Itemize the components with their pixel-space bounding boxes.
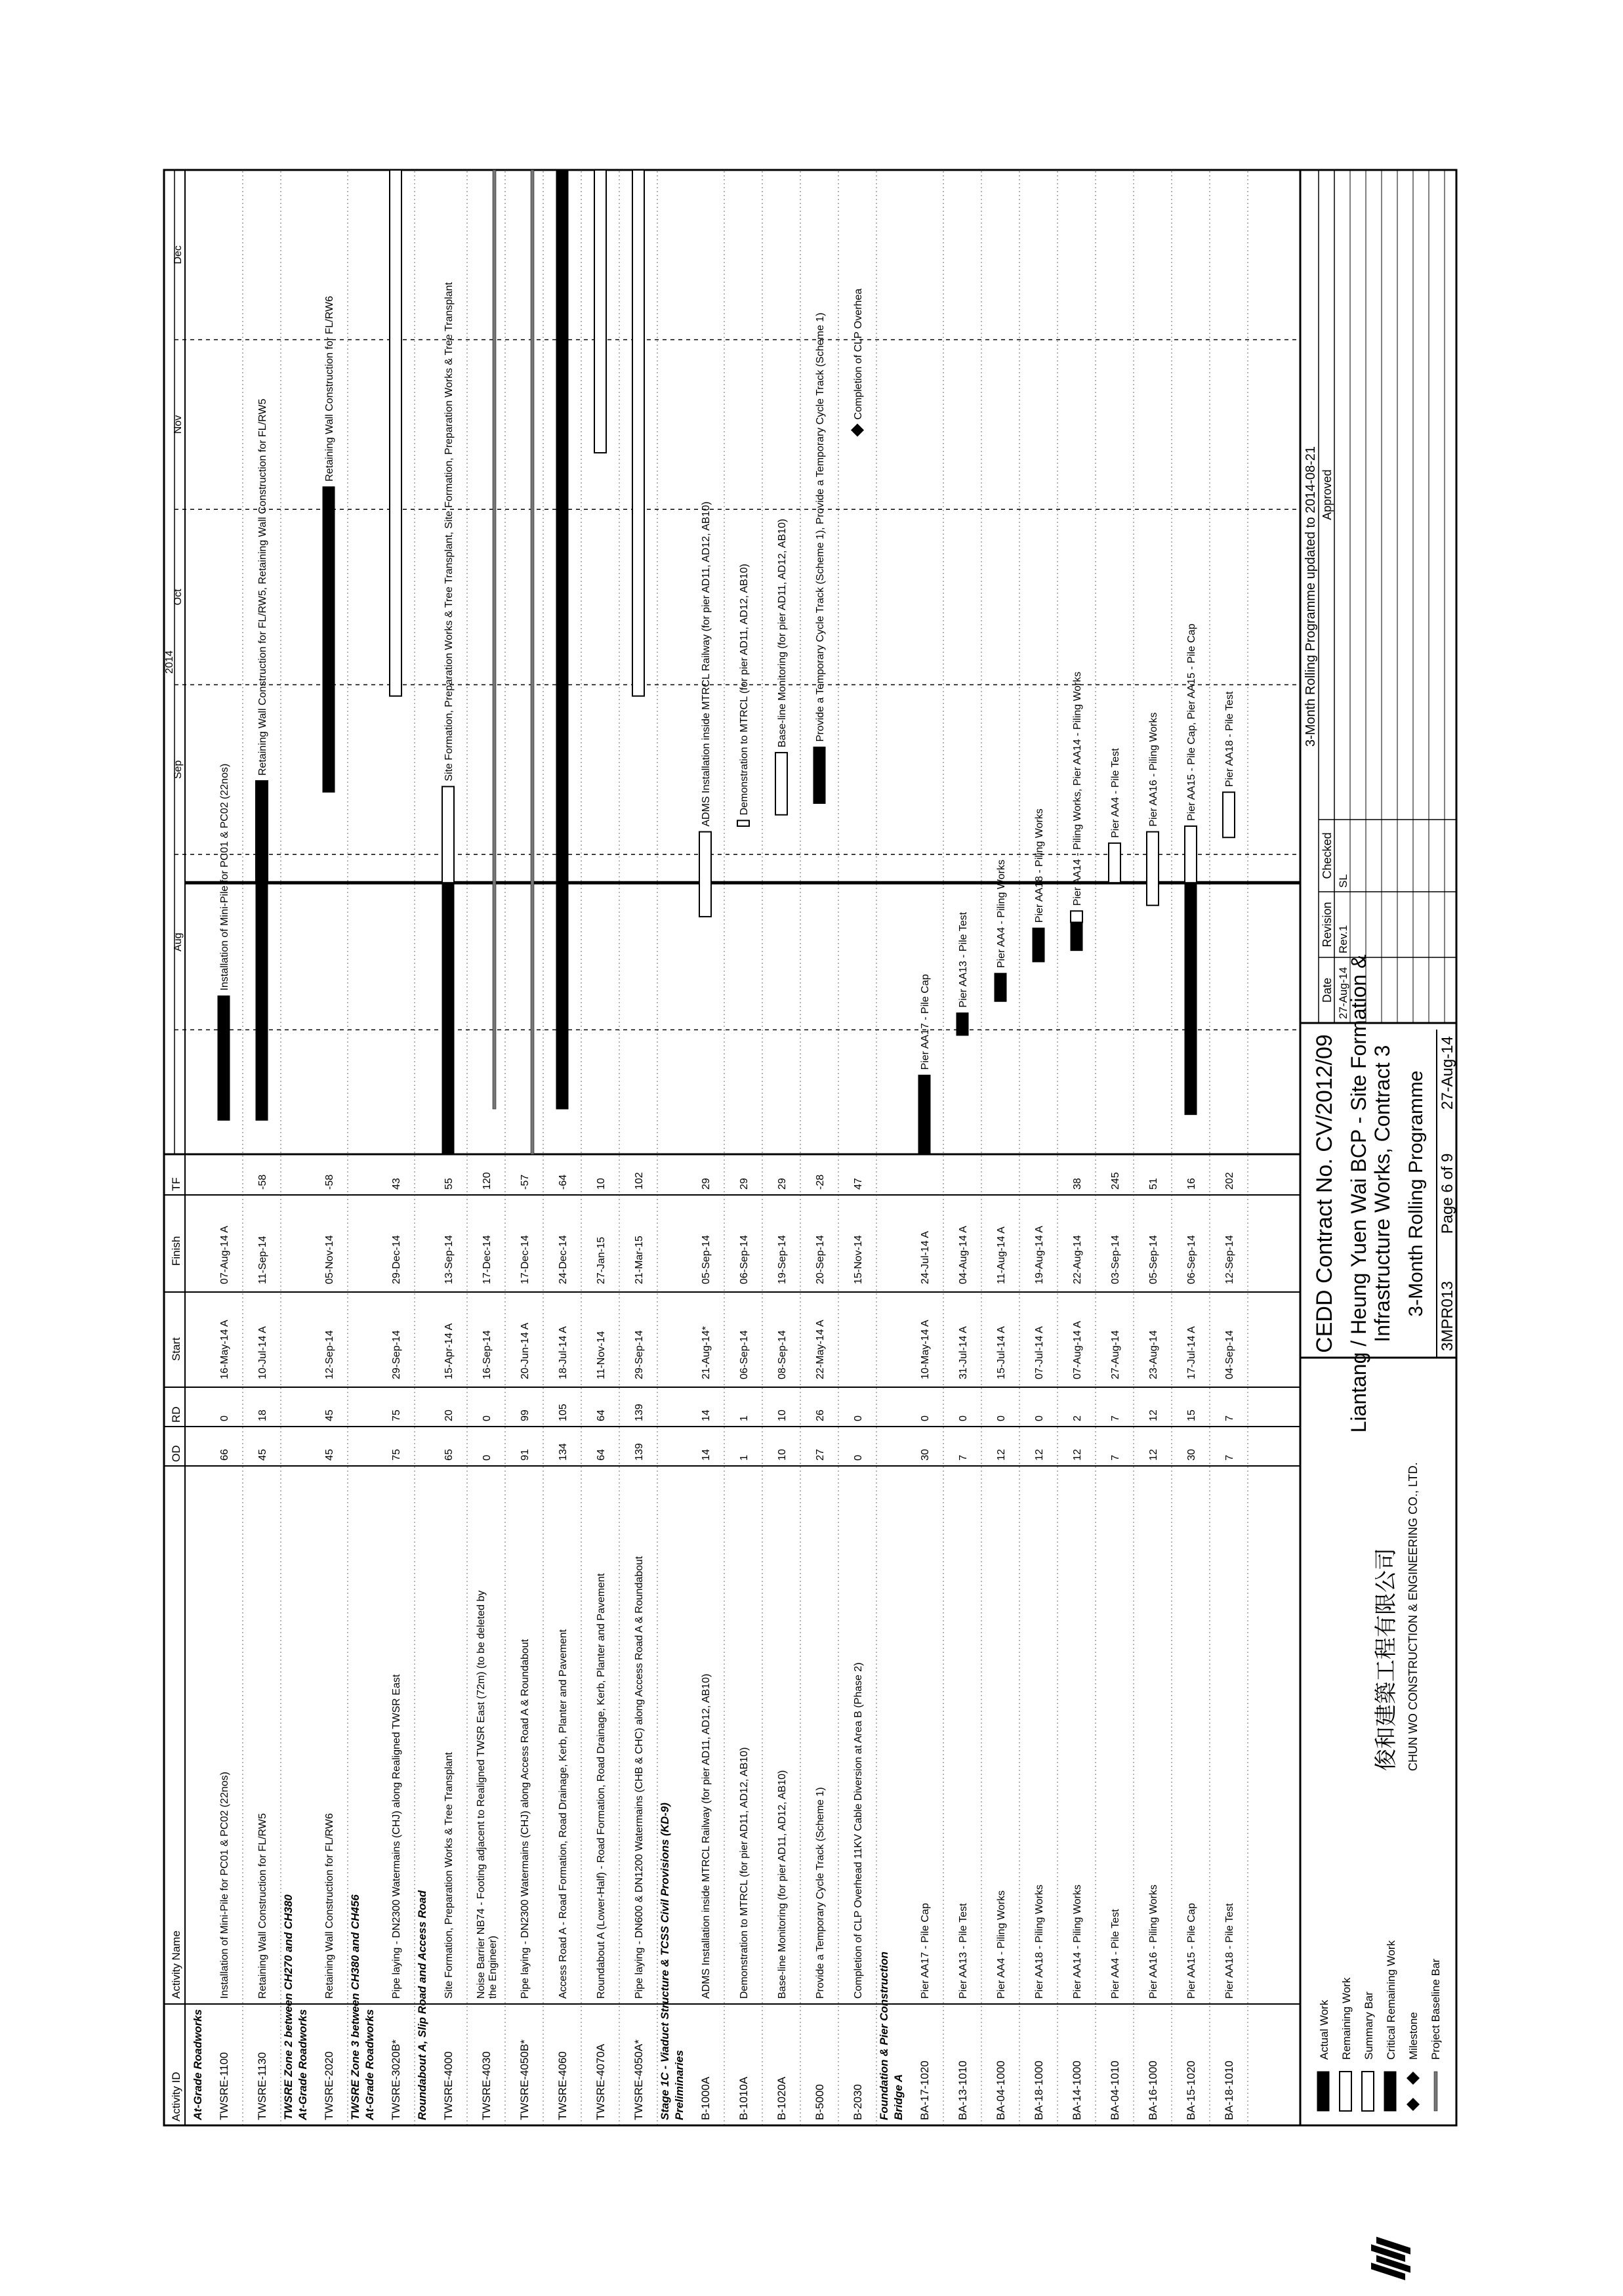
bar-label: Demonstration to MTRCL (for pier AD11, AD12, AB10) bbox=[739, 564, 750, 816]
remaining-duration: 12 bbox=[1148, 1409, 1159, 1421]
original-duration: 66 bbox=[219, 1449, 230, 1461]
legend-label: Critical Remaining Work bbox=[1385, 1940, 1397, 2060]
finish-date: 07-Aug-14 A bbox=[219, 1226, 230, 1284]
revision-cell: 27-Aug-14 bbox=[1337, 967, 1349, 1019]
start-date: 10-Jul-14 A bbox=[257, 1326, 268, 1379]
total-float: 55 bbox=[443, 1178, 455, 1190]
total-float: 29 bbox=[739, 1178, 750, 1190]
outer-frame bbox=[164, 170, 1456, 2125]
original-duration: 30 bbox=[1186, 1449, 1197, 1461]
revision-column-header: Revision bbox=[1321, 902, 1334, 948]
bar-label: Site Formation, Preparation Works & Tree Transplant, Site Formation, Preparation Works & Tree Transplant bbox=[443, 282, 455, 782]
month-label: Aug bbox=[173, 932, 184, 951]
contract-number: CEDD Contract No. CV/2012/09 bbox=[1312, 1034, 1337, 1353]
activity-id: TWSRE-4060 bbox=[556, 2051, 569, 2120]
legend-label: Summary Bar bbox=[1363, 1992, 1375, 2060]
column-header: OD bbox=[170, 1445, 182, 1462]
total-float: -28 bbox=[815, 1174, 826, 1190]
original-duration: 7 bbox=[958, 1455, 969, 1461]
activity-id: TWSRE-4050B* bbox=[518, 2039, 531, 2120]
remaining-duration: 2 bbox=[1072, 1415, 1083, 1421]
group-heading: Preliminaries bbox=[673, 2050, 686, 2120]
original-duration: 30 bbox=[920, 1449, 931, 1461]
finish-date: 21-Mar-15 bbox=[634, 1236, 645, 1284]
revision-column-header: Date bbox=[1321, 977, 1334, 1003]
start-date: 08-Sep-14 bbox=[777, 1330, 788, 1379]
finish-date: 20-Sep-14 bbox=[815, 1235, 826, 1284]
programme-code: 3MPR013 bbox=[1439, 1281, 1456, 1351]
activity-id: TWSRE-1130 bbox=[256, 2052, 268, 2120]
remaining-work-bar bbox=[1071, 911, 1082, 922]
start-date: 21-Aug-14* bbox=[701, 1326, 712, 1379]
finish-date: 03-Sep-14 bbox=[1110, 1235, 1121, 1284]
activity-id: B-1010A bbox=[737, 2076, 750, 2120]
start-date: 27-Aug-14 bbox=[1110, 1330, 1121, 1379]
project-title-line1: Liantang / Heung Yuen Wai BCP - Site Formation & bbox=[1347, 954, 1370, 1433]
month-label: Nov bbox=[173, 415, 184, 434]
month-label: Dec bbox=[173, 245, 184, 264]
remaining-work-bar bbox=[390, 170, 401, 696]
finish-date: 19-Aug-14 A bbox=[1034, 1226, 1045, 1284]
activity-id: BA-16-1000 bbox=[1147, 2060, 1159, 2120]
finish-date: 19-Sep-14 bbox=[777, 1235, 788, 1284]
start-date: 31-Jul-14 A bbox=[958, 1326, 969, 1379]
remaining-work-bar bbox=[699, 832, 711, 917]
activity-name: Site Formation, Preparation Works & Tree Transplant bbox=[443, 1752, 455, 1999]
total-float: 245 bbox=[1110, 1172, 1121, 1190]
activity-name: Completion of CLP Overhead 11KV Cable Diversion at Area B (Phase 2) bbox=[853, 1662, 864, 1999]
programme-date: 27-Aug-14 bbox=[1439, 1036, 1456, 1110]
remaining-duration: 20 bbox=[443, 1409, 455, 1421]
finish-date: 15-Nov-14 bbox=[853, 1235, 864, 1284]
start-date: 18-Jul-14 A bbox=[558, 1326, 569, 1379]
start-date: 29-Sep-14 bbox=[634, 1330, 645, 1379]
finish-date: 17-Dec-14 bbox=[482, 1235, 493, 1284]
year-label: 2014 bbox=[164, 650, 175, 674]
remaining-work-bar bbox=[1109, 843, 1120, 883]
actual-work-bar bbox=[995, 973, 1006, 1001]
original-duration: 75 bbox=[391, 1449, 402, 1461]
remaining-duration: 0 bbox=[853, 1415, 864, 1421]
activity-id: BA-18-1010 bbox=[1223, 2060, 1235, 2120]
month-label: Sep bbox=[173, 760, 184, 780]
activity-id: BA-18-1000 bbox=[1033, 2060, 1045, 2120]
bar-label: Pier AA4 - Piling Works bbox=[996, 860, 1007, 969]
start-date: 07-Jul-14 A bbox=[1034, 1326, 1045, 1379]
page-number: Page 6 of 9 bbox=[1439, 1153, 1456, 1234]
group-heading: At-Grade Roadworks bbox=[363, 2009, 376, 2120]
original-duration: 1 bbox=[739, 1455, 750, 1461]
total-float: 120 bbox=[482, 1172, 493, 1190]
actual-work-bar bbox=[956, 1012, 968, 1035]
original-duration: 0 bbox=[482, 1455, 493, 1461]
legend-actual-swatch bbox=[1317, 2072, 1329, 2111]
start-date: 06-Sep-14 bbox=[739, 1330, 750, 1379]
activity-id: BA-15-1020 bbox=[1185, 2060, 1197, 2120]
activity-name: Pipe laying - DN2300 Watermains (CHJ) along Realigned TWSR East bbox=[391, 1674, 402, 1999]
legend-milestone-diamond bbox=[1407, 2098, 1420, 2111]
activity-name: Pier AA15 - Pile Cap bbox=[1186, 1903, 1197, 1999]
finish-date: 11-Sep-14 bbox=[257, 1236, 268, 1284]
activity-id: B-2030 bbox=[852, 2084, 864, 2120]
actual-work-bar bbox=[1185, 883, 1197, 1114]
original-duration: 10 bbox=[777, 1449, 788, 1461]
activity-id: TWSRE-4050A* bbox=[632, 2039, 645, 2120]
remaining-duration: 14 bbox=[701, 1409, 712, 1421]
critical-remaining-bar bbox=[323, 487, 335, 793]
activity-id: BA-04-1000 bbox=[995, 2060, 1007, 2120]
activity-id: BA-17-1020 bbox=[918, 2060, 931, 2120]
remaining-work-bar bbox=[442, 787, 454, 883]
total-float: -57 bbox=[520, 1174, 531, 1190]
column-header: TF bbox=[170, 1177, 182, 1191]
total-float: 47 bbox=[853, 1178, 864, 1190]
revision-column-header: Approved bbox=[1321, 469, 1334, 520]
activity-id: TWSRE-3020B* bbox=[390, 2039, 402, 2120]
finish-date: 27-Jan-15 bbox=[596, 1236, 607, 1284]
total-float: 29 bbox=[777, 1178, 788, 1190]
remaining-work-bar bbox=[1147, 832, 1159, 906]
finish-date: 22-Aug-14 bbox=[1072, 1235, 1083, 1284]
activity-id: BA-14-1000 bbox=[1071, 2060, 1083, 2120]
baseline-bar bbox=[531, 170, 534, 1154]
activity-name: Pier AA4 - Piling Works bbox=[996, 1890, 1007, 1999]
group-heading: TWSRE Zone 2 between CH270 and CH380 bbox=[282, 1894, 295, 2120]
bar-label: Pier AA14 - Piling Works, Pier AA14 - Piling Works bbox=[1072, 671, 1083, 906]
activity-name: Installation of Mini-Pile for PC01 & PC02 (22nos) bbox=[219, 1772, 230, 1999]
legend-label: Remaining Work bbox=[1340, 1977, 1353, 2060]
activity-name: Pier AA17 - Pile Cap bbox=[920, 1903, 931, 1999]
start-date: 16-May-14 A bbox=[219, 1320, 230, 1379]
actual-work-bar bbox=[256, 883, 268, 1120]
activity-name: Pier AA14 - Piling Works bbox=[1072, 1885, 1083, 1999]
legend-milestone-diamond bbox=[1407, 2072, 1420, 2085]
start-date: 15-Jul-14 A bbox=[996, 1326, 1007, 1379]
finish-date: 29-Dec-14 bbox=[391, 1235, 402, 1284]
original-duration: 12 bbox=[1148, 1449, 1159, 1461]
start-date: 11-Nov-14 bbox=[596, 1331, 607, 1379]
group-heading: Roundabout A, Slip Road and Access Road bbox=[416, 1890, 428, 2120]
legend-label: Project Baseline Bar bbox=[1429, 1958, 1442, 2060]
bar-label: Pier AA18 - Piling Works bbox=[1034, 808, 1045, 923]
finish-date: 06-Sep-14 bbox=[1186, 1235, 1197, 1284]
finish-date: 06-Sep-14 bbox=[739, 1235, 750, 1284]
activity-name: Retaining Wall Construction for FL/RW5 bbox=[257, 1813, 268, 1999]
finish-date: 05-Sep-14 bbox=[701, 1235, 712, 1284]
start-date: 04-Sep-14 bbox=[1224, 1330, 1235, 1379]
total-float: 202 bbox=[1224, 1172, 1235, 1190]
group-heading: TWSRE Zone 3 between CH380 and CH456 bbox=[349, 1894, 361, 2120]
company-name-en: CHUN WO CONSTRUCTION & ENGINEERING CO., LTD. bbox=[1407, 1462, 1420, 1771]
actual-work-bar bbox=[1033, 928, 1044, 962]
start-date: 22-May-14 A bbox=[815, 1320, 826, 1379]
start-date: 20-Jun-14 A bbox=[520, 1322, 531, 1379]
activity-id: B-5000 bbox=[813, 2084, 826, 2120]
programme-title: 3-Month Rolling Programme bbox=[1405, 1070, 1427, 1317]
remaining-work-bar bbox=[737, 820, 749, 826]
activity-name: ADMS Installation inside MTRCL Railway (for pier AD11, AD12, AB10) bbox=[701, 1673, 712, 1999]
column-header: RD bbox=[170, 1406, 182, 1423]
bar-label: Retaining Wall Construction for FL/RW6 bbox=[324, 295, 335, 482]
original-duration: 27 bbox=[815, 1449, 826, 1461]
revision-cell: SL bbox=[1337, 874, 1349, 888]
column-header: Finish bbox=[170, 1236, 182, 1266]
remaining-duration: 26 bbox=[815, 1409, 826, 1421]
total-float: 43 bbox=[391, 1178, 402, 1190]
bar-label: Pier AA18 - Pile Test bbox=[1224, 691, 1235, 787]
project-title-line2: Infrastructure Works, Contract 3 bbox=[1370, 1045, 1394, 1343]
remaining-work-bar bbox=[1185, 826, 1197, 883]
finish-date: 24-Dec-14 bbox=[558, 1235, 569, 1284]
total-float: -58 bbox=[257, 1174, 268, 1190]
activity-id: BA-04-1010 bbox=[1109, 2060, 1121, 2120]
legend-summary-swatch bbox=[1362, 2072, 1374, 2111]
activity-name: Pier AA4 - Pile Test bbox=[1110, 1909, 1121, 1999]
remaining-duration: 99 bbox=[520, 1409, 531, 1421]
start-date: 16-Sep-14 bbox=[482, 1330, 493, 1379]
critical-remaining-bar bbox=[813, 747, 825, 803]
original-duration: 12 bbox=[996, 1449, 1007, 1461]
group-heading: Bridge A bbox=[892, 2074, 905, 2120]
original-duration: 0 bbox=[853, 1455, 864, 1461]
activity-name: Base-line Monitoring (for pier AD11, AD12, AB10) bbox=[777, 1770, 788, 1999]
original-duration: 7 bbox=[1110, 1455, 1121, 1461]
critical-remaining-bar bbox=[556, 170, 568, 1109]
remaining-work-bar bbox=[632, 170, 644, 696]
bar-label: ADMS Installation inside MTRCL Railway (for pier AD11, AD12, AB10) bbox=[701, 501, 712, 827]
bar-label: Pier AA15 - Pile Cap, Pier AA15 - Pile Cap bbox=[1186, 623, 1197, 821]
actual-work-bar bbox=[218, 996, 230, 1121]
remaining-duration: 0 bbox=[482, 1415, 493, 1421]
activity-id: TWSRE-4000 bbox=[442, 2051, 455, 2120]
total-float: 10 bbox=[596, 1178, 607, 1190]
total-float: 38 bbox=[1072, 1178, 1083, 1190]
remaining-duration: 64 bbox=[596, 1409, 607, 1421]
revision-column-header: Checked bbox=[1321, 832, 1334, 879]
group-heading: At-Grade Roadworks bbox=[192, 2009, 204, 2120]
activity-name: Retaining Wall Construction for FL/RW6 bbox=[324, 1813, 335, 1999]
remaining-duration: 0 bbox=[1034, 1415, 1045, 1421]
original-duration: 14 bbox=[701, 1449, 712, 1461]
bar-label: Pier AA16 - Piling Works bbox=[1148, 712, 1159, 827]
legend-baseline-swatch bbox=[1434, 2072, 1437, 2111]
activity-name: Pier AA13 - Pile Test bbox=[958, 1903, 969, 1999]
legend-critical-swatch bbox=[1384, 2072, 1396, 2111]
remaining-work-bar bbox=[594, 170, 606, 453]
revision-heading: 3-Month Rolling Programme updated to 2014-08-21 bbox=[1304, 446, 1318, 747]
start-date: 07-Aug-14 A bbox=[1072, 1321, 1083, 1379]
remaining-duration: 7 bbox=[1110, 1415, 1121, 1421]
start-date: 17-Jul-14 A bbox=[1186, 1326, 1197, 1379]
actual-work-bar bbox=[918, 1075, 930, 1154]
legend-label: Milestone bbox=[1407, 2012, 1420, 2060]
actual-work-bar bbox=[1071, 923, 1082, 951]
total-float: 102 bbox=[634, 1172, 645, 1190]
activity-id: TWSRE-2020 bbox=[323, 2051, 335, 2120]
activity-id: TWSRE-1100 bbox=[218, 2052, 230, 2120]
company-name-cn: 俊和建築工程有限公司 bbox=[1374, 1548, 1399, 1771]
original-duration: 91 bbox=[520, 1449, 531, 1461]
column-header: Start bbox=[170, 1337, 182, 1361]
remaining-duration: 0 bbox=[219, 1415, 230, 1421]
activity-name: Pipe laying - DN600 & DN1200 Watermains (CHB & CHC) along Access Road A & Roundabout bbox=[634, 1556, 645, 1999]
start-date: 10-May-14 A bbox=[920, 1320, 931, 1379]
bar-label: Pier AA13 - Pile Test bbox=[958, 911, 969, 1008]
start-date: 23-Aug-14 bbox=[1148, 1330, 1159, 1379]
original-duration: 65 bbox=[443, 1449, 455, 1461]
start-date: 15-Apr-14 A bbox=[443, 1323, 455, 1379]
activity-name: Provide a Temporary Cycle Track (Scheme 1) bbox=[815, 1787, 826, 1999]
baseline-bar bbox=[493, 170, 496, 1109]
activity-name: Pipe laying - DN2300 Watermains (CHJ) along Access Road A & Roundabout bbox=[520, 1639, 531, 1999]
remaining-duration: 1 bbox=[739, 1415, 750, 1421]
remaining-duration: 7 bbox=[1224, 1415, 1235, 1421]
column-header: Activity Name bbox=[170, 1931, 182, 1999]
bar-label: Completion of CLP Overhea bbox=[853, 288, 864, 420]
group-heading: At-Grade Roadworks bbox=[297, 2009, 309, 2120]
remaining-duration: 10 bbox=[777, 1409, 788, 1421]
finish-date: 24-Jul-14 A bbox=[920, 1231, 931, 1284]
month-label: Oct bbox=[173, 589, 184, 606]
finish-date: 12-Sep-14 bbox=[1224, 1235, 1235, 1284]
activity-id: B-1020A bbox=[775, 2076, 788, 2120]
activity-name: Access Road A - Road Formation, Road Drainage, Kerb, Planter and Pavement bbox=[558, 1629, 569, 1999]
remaining-duration: 0 bbox=[920, 1415, 931, 1421]
milestone-diamond bbox=[851, 424, 864, 437]
column-header: Activity ID bbox=[170, 2072, 182, 2121]
remaining-work-bar bbox=[775, 753, 787, 815]
total-float: -58 bbox=[324, 1174, 335, 1190]
legend-remaining-swatch bbox=[1340, 2072, 1351, 2111]
activity-id: B-1000A bbox=[699, 2076, 712, 2120]
bar-label: Base-line Monitoring (for pier AD11, AD12, AB10) bbox=[777, 518, 788, 747]
activity-name: Roundabout A (Lower-Half) - Road Formation, Road Drainage, Kerb, Planter and Pavement bbox=[596, 1573, 607, 1999]
remaining-duration: 45 bbox=[324, 1409, 335, 1421]
activity-name: Pier AA18 - Piling Works bbox=[1034, 1885, 1045, 1999]
finish-date: 04-Aug-14 A bbox=[958, 1226, 969, 1284]
activity-id: TWSRE-4070A bbox=[594, 2043, 607, 2120]
original-duration: 64 bbox=[596, 1449, 607, 1461]
remaining-duration: 139 bbox=[634, 1404, 645, 1421]
total-float: 16 bbox=[1186, 1178, 1197, 1190]
company-logo bbox=[1371, 2237, 1410, 2280]
finish-date: 13-Sep-14 bbox=[443, 1235, 455, 1284]
total-float: 29 bbox=[701, 1178, 712, 1190]
total-float: 51 bbox=[1148, 1178, 1159, 1190]
activity-name: the Engineer) bbox=[487, 1935, 499, 1999]
bar-label: Provide a Temporary Cycle Track (Scheme 1), Provide a Temporary Cycle Track (Scheme 1) bbox=[815, 312, 826, 742]
actual-work-bar bbox=[442, 883, 454, 1154]
original-duration: 12 bbox=[1034, 1449, 1045, 1461]
remaining-duration: 18 bbox=[257, 1409, 268, 1421]
total-float: -64 bbox=[558, 1174, 569, 1190]
remaining-work-bar bbox=[1223, 792, 1235, 837]
bar-label: Retaining Wall Construction for FL/RW5, Retaining Wall Construction for FL/RW5 bbox=[257, 398, 268, 776]
original-duration: 7 bbox=[1224, 1455, 1235, 1461]
remaining-duration: 105 bbox=[558, 1404, 569, 1421]
bar-label: Installation of Mini-Pile for PC01 & PC02 (22nos) bbox=[219, 763, 230, 991]
revision-cell: Rev.1 bbox=[1337, 925, 1349, 953]
group-heading: Stage 1C - Viaduct Structure & TCSS Civil Provisions (KD-9) bbox=[659, 1803, 671, 2120]
bar-label: Pier AA4 - Pile Test bbox=[1110, 748, 1121, 838]
remaining-duration: 0 bbox=[996, 1415, 1007, 1421]
group-heading: Foundation & Pier Construction bbox=[878, 1952, 890, 2120]
activity-id: BA-13-1010 bbox=[956, 2060, 969, 2120]
activity-id: TWSRE-4030 bbox=[480, 2051, 493, 2120]
remaining-duration: 15 bbox=[1186, 1409, 1197, 1421]
legend-label: Actual Work bbox=[1318, 1999, 1330, 2060]
original-duration: 139 bbox=[634, 1443, 645, 1461]
finish-date: 11-Aug-14 A bbox=[996, 1226, 1007, 1284]
activity-name: Pier AA18 - Pile Test bbox=[1224, 1903, 1235, 1999]
bar-label: Pier AA17 - Pile Cap bbox=[920, 974, 931, 1070]
original-duration: 134 bbox=[558, 1443, 569, 1461]
original-duration: 12 bbox=[1072, 1449, 1083, 1461]
start-date: 29-Sep-14 bbox=[391, 1330, 402, 1379]
finish-date: 05-Sep-14 bbox=[1148, 1235, 1159, 1284]
start-date: 12-Sep-14 bbox=[324, 1330, 335, 1379]
remaining-work-bar bbox=[256, 781, 268, 883]
remaining-duration: 0 bbox=[958, 1415, 969, 1421]
original-duration: 45 bbox=[257, 1449, 268, 1461]
original-duration: 45 bbox=[324, 1449, 335, 1461]
activity-name: Noise Barrier NB74 - Footing adjacent to Realigned TWSR East (72m) (to be deleted by bbox=[476, 1590, 487, 1999]
finish-date: 05-Nov-14 bbox=[324, 1235, 335, 1284]
activity-name: Demonstration to MTRCL (for pier AD11, AD12, AB10) bbox=[739, 1747, 750, 1999]
activity-name: Pier AA16 - Piling Works bbox=[1148, 1885, 1159, 1999]
remaining-duration: 75 bbox=[391, 1409, 402, 1421]
finish-date: 17-Dec-14 bbox=[520, 1235, 531, 1284]
